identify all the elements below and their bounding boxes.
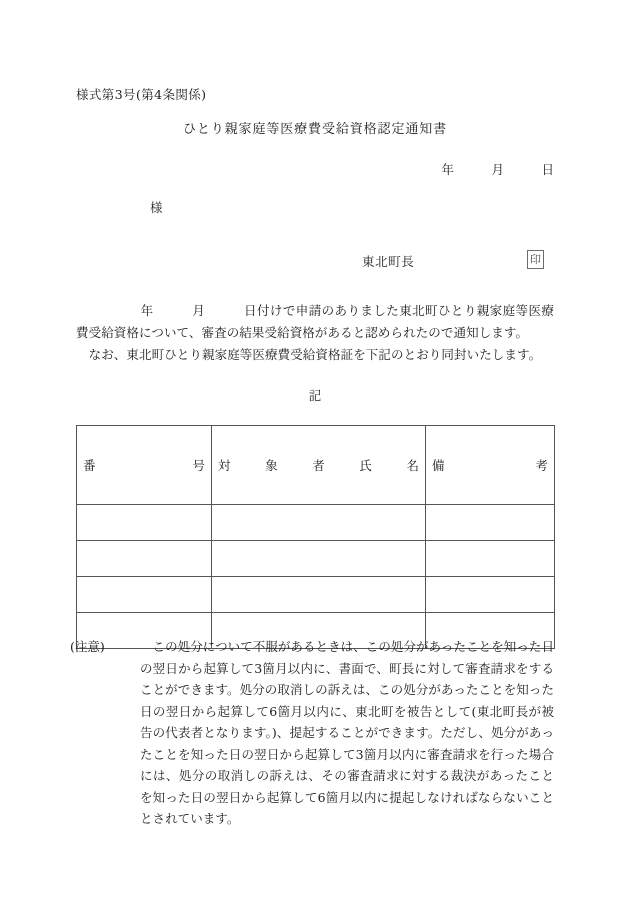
notice-text: この処分について不服があるときは、この処分があったことを知った日の翌日から起算して3箇月以内に、書面で、町長に対して審査請求をすることができます。処分の取消しの訴えは、この処分があったことを知った日の翌日から起算して6箇月以内に、東北町を被告として(東北町長が被告の代表者となります。)、提起することができます。ただし、処分があったことを知った日の翌日から起算して3箇月以内に審査請求を行った場合には、処分の取消しの訴えは、その審査請求に対する裁決があったことを知った日の翌日から起算して6箇月以内に提起しなければならないこととされています。	[140, 639, 554, 826]
table-row[interactable]	[77, 577, 555, 613]
column-header-number-left: 番	[83, 458, 96, 473]
column-header-name-char-2: 者	[312, 458, 325, 473]
column-header-name-char-3: 氏	[359, 458, 372, 473]
cell-name[interactable]	[212, 541, 426, 577]
column-header-name-char-0: 対	[218, 458, 231, 473]
cell-remarks[interactable]	[426, 577, 555, 613]
cell-name[interactable]	[212, 577, 426, 613]
body-paragraph-1: 年 月 日付けで申請のありました東北町ひとり親家庭等医療費受給資格について、審査の結果受給資格があると認められたので通知します。	[76, 303, 554, 340]
column-header-remarks-right: 考	[535, 458, 548, 473]
cell-name[interactable]	[212, 505, 426, 541]
ki-marker: 記	[308, 388, 322, 403]
cell-number[interactable]	[77, 505, 212, 541]
body-text	[76, 300, 554, 366]
cell-remarks[interactable]	[426, 541, 555, 577]
table-row[interactable]	[77, 505, 555, 541]
body-paragraph-2: なお、東北町ひとり親家庭等医療費受給資格証を下記のとおり同封いたします。	[76, 347, 542, 362]
addressee-honorific: 様	[150, 200, 163, 215]
seal-mark-box: 印	[527, 250, 544, 269]
issuer-name: 東北町長	[362, 254, 415, 269]
column-header-number-right: 号	[192, 458, 205, 473]
cell-number[interactable]	[77, 541, 212, 577]
column-header-remarks	[426, 426, 555, 505]
column-header-name-char-1: 象	[265, 458, 278, 473]
issue-date-line: 年 月 日	[441, 162, 554, 177]
column-header-remarks-left: 備	[432, 458, 445, 473]
notice-label: (注意)	[70, 639, 105, 654]
table-header-row	[77, 426, 555, 505]
form-number: 様式第3号(第4条関係)	[76, 87, 207, 102]
column-header-number	[77, 426, 212, 505]
cell-number[interactable]	[77, 577, 212, 613]
table-row[interactable]	[77, 541, 555, 577]
cell-remarks[interactable]	[426, 505, 555, 541]
page-title: ひとり親家庭等医療費受給資格認定通知書	[182, 122, 448, 137]
recipient-table	[76, 425, 555, 649]
notice-block	[70, 636, 554, 830]
column-header-name-char-4: 名	[406, 458, 419, 473]
column-header-name	[212, 426, 426, 505]
